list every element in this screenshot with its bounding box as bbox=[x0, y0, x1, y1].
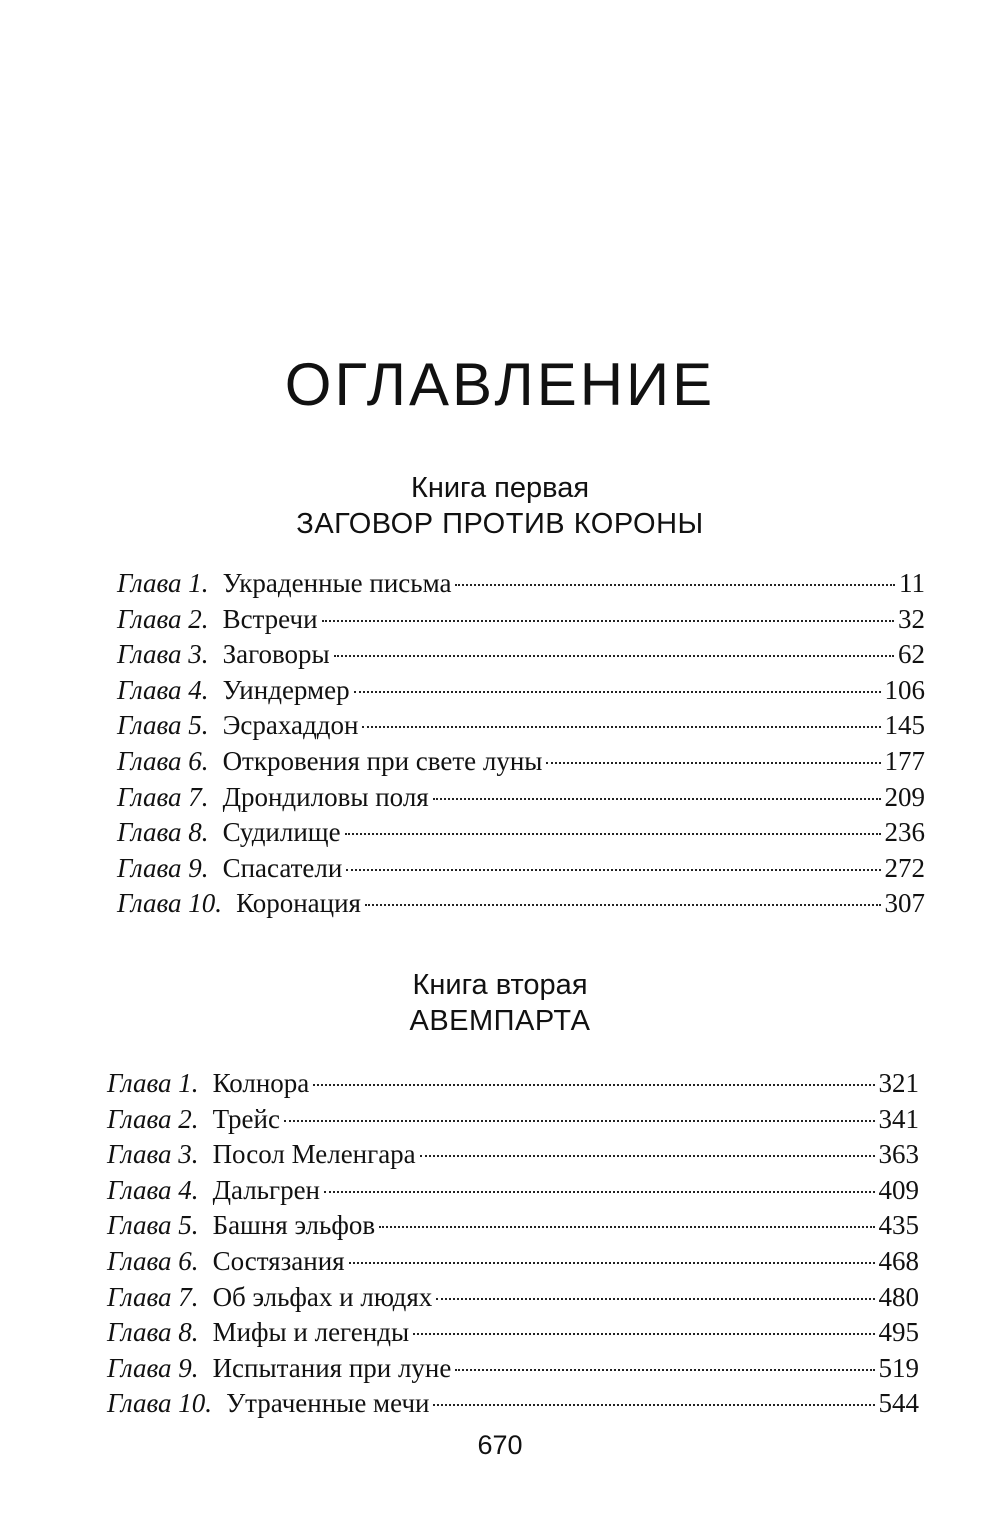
toc-entry bbox=[107, 1386, 919, 1422]
toc-entry bbox=[117, 780, 925, 816]
toc-entry bbox=[117, 744, 925, 780]
toc-entry bbox=[117, 637, 925, 673]
chapter-number: Глава 6. bbox=[117, 745, 209, 776]
page-number: 670 bbox=[477, 1430, 523, 1460]
chapter-title: Утраченные мечи bbox=[226, 1388, 430, 1419]
chapter-page-number: 495 bbox=[878, 1317, 919, 1348]
chapter-number: Глава 1. bbox=[117, 568, 209, 598]
chapter-page-number: 480 bbox=[878, 1281, 919, 1312]
dot-leader bbox=[436, 1298, 874, 1300]
book-one-label: Книга первая bbox=[410, 472, 590, 504]
dot-leader bbox=[455, 584, 895, 586]
chapter-number: Глава 3. bbox=[107, 1139, 199, 1170]
dot-leader bbox=[349, 1262, 875, 1264]
dot-leader bbox=[413, 1333, 874, 1335]
chapter-title: Коронация bbox=[236, 888, 361, 919]
chapter-title: Колнора bbox=[212, 1068, 310, 1098]
toc-entry bbox=[117, 886, 925, 922]
book-two-label: Книга вторая bbox=[412, 969, 588, 1001]
chapter-title: Посол Меленгара bbox=[212, 1139, 416, 1170]
chapter-title: Башня эльфов bbox=[212, 1210, 376, 1241]
chapter-page-number: 409 bbox=[878, 1174, 919, 1205]
chapter-number: Глава 7. bbox=[107, 1281, 199, 1312]
chapter-title: Спасатели bbox=[222, 852, 343, 883]
toc-entry bbox=[117, 673, 925, 709]
chapter-number: Глава 9. bbox=[117, 852, 209, 883]
dot-leader bbox=[284, 1120, 875, 1122]
chapter-title: Откровения при свете луны bbox=[222, 745, 543, 776]
book-one-header bbox=[0, 470, 1000, 542]
dot-leader bbox=[362, 726, 880, 728]
chapter-number: Глава 2. bbox=[107, 1103, 199, 1134]
toc-entry bbox=[107, 1066, 919, 1102]
chapter-title: Трейс bbox=[212, 1103, 280, 1134]
dot-leader bbox=[334, 655, 894, 657]
dot-leader bbox=[354, 691, 881, 693]
dot-leader bbox=[345, 833, 881, 835]
chapter-number: Глава 10. bbox=[107, 1388, 213, 1419]
dot-leader bbox=[433, 1404, 874, 1406]
toc-entry bbox=[107, 1173, 919, 1209]
chapter-page-number: 177 bbox=[884, 745, 925, 776]
chapter-title: Дрондиловы поля bbox=[222, 781, 429, 812]
dot-leader bbox=[346, 869, 880, 871]
chapter-page-number: 519 bbox=[878, 1352, 919, 1383]
chapter-page-number: 272 bbox=[884, 852, 925, 883]
toc-entry bbox=[107, 1315, 919, 1351]
chapter-number: Глава 8. bbox=[107, 1317, 199, 1348]
toc-entry bbox=[117, 566, 925, 602]
dot-leader bbox=[322, 620, 894, 622]
chapter-title: Мифы и легенды bbox=[212, 1317, 410, 1348]
chapter-title: Уиндермер bbox=[222, 674, 350, 705]
chapter-number: Глава 8. bbox=[117, 817, 209, 848]
chapter-number: Глава 2. bbox=[117, 603, 209, 634]
dot-leader bbox=[433, 798, 881, 800]
page-title: ОГЛАВЛЕНИЕ bbox=[284, 351, 716, 418]
chapter-number: Глава 6. bbox=[107, 1245, 199, 1276]
chapter-title: Встречи bbox=[222, 603, 318, 634]
chapter-page-number: 11 bbox=[899, 568, 925, 598]
chapter-title: Заговоры bbox=[222, 639, 330, 670]
dot-leader bbox=[546, 762, 880, 764]
dot-leader bbox=[313, 1084, 874, 1086]
chapter-page-number: 209 bbox=[884, 781, 925, 812]
toc-entry bbox=[117, 708, 925, 744]
toc-book-two bbox=[107, 1066, 919, 1422]
book-two-subtitle: АВЕМПАРТА bbox=[409, 1005, 591, 1037]
toc-entry bbox=[107, 1137, 919, 1173]
toc-entry bbox=[117, 851, 925, 887]
chapter-page-number: 435 bbox=[878, 1210, 919, 1241]
chapter-page-number: 236 bbox=[884, 817, 925, 848]
chapter-number: Глава 9. bbox=[107, 1352, 199, 1383]
book-two-header bbox=[0, 967, 1000, 1039]
chapter-page-number: 62 bbox=[898, 639, 925, 670]
chapter-number: Глава 4. bbox=[107, 1174, 199, 1205]
dot-leader bbox=[420, 1155, 875, 1157]
chapter-title: Украденные письма bbox=[222, 568, 452, 598]
chapter-number: Глава 10. bbox=[117, 888, 223, 919]
book-one-subtitle: ЗАГОВОР ПРОТИВ КОРОНЫ bbox=[296, 508, 704, 540]
chapter-page-number: 145 bbox=[884, 710, 925, 741]
chapter-number: Глава 7. bbox=[117, 781, 209, 812]
toc-entry bbox=[117, 602, 925, 638]
chapter-title: Судилище bbox=[222, 817, 341, 848]
chapter-title: Об эльфах и людях bbox=[212, 1281, 433, 1312]
toc-book-one bbox=[117, 566, 925, 922]
dot-leader bbox=[324, 1191, 875, 1193]
dot-leader bbox=[455, 1369, 874, 1371]
chapter-page-number: 468 bbox=[878, 1245, 919, 1276]
chapter-title: Дальгрен bbox=[212, 1174, 320, 1205]
dot-leader bbox=[365, 904, 881, 906]
chapter-page-number: 544 bbox=[878, 1388, 919, 1419]
chapter-page-number: 307 bbox=[884, 888, 925, 919]
chapter-number: Глава 5. bbox=[117, 710, 209, 741]
chapter-page-number: 321 bbox=[878, 1068, 919, 1098]
chapter-number: Глава 1. bbox=[107, 1068, 199, 1098]
toc-entry bbox=[107, 1102, 919, 1138]
chapter-title: Испытания при луне bbox=[212, 1352, 452, 1383]
toc-entry bbox=[107, 1280, 919, 1316]
chapter-page-number: 341 bbox=[878, 1103, 919, 1134]
chapter-number: Глава 4. bbox=[117, 674, 209, 705]
toc-entry bbox=[117, 815, 925, 851]
toc-entry bbox=[107, 1351, 919, 1387]
chapter-page-number: 106 bbox=[884, 674, 925, 705]
chapter-number: Глава 5. bbox=[107, 1210, 199, 1241]
dot-leader bbox=[379, 1226, 874, 1228]
chapter-title: Эсрахаддон bbox=[222, 710, 359, 741]
chapter-title: Состязания bbox=[212, 1245, 345, 1276]
chapter-page-number: 363 bbox=[878, 1139, 919, 1170]
toc-entry bbox=[107, 1244, 919, 1280]
chapter-page-number: 32 bbox=[898, 603, 925, 634]
toc-entry bbox=[107, 1208, 919, 1244]
chapter-number: Глава 3. bbox=[117, 639, 209, 670]
